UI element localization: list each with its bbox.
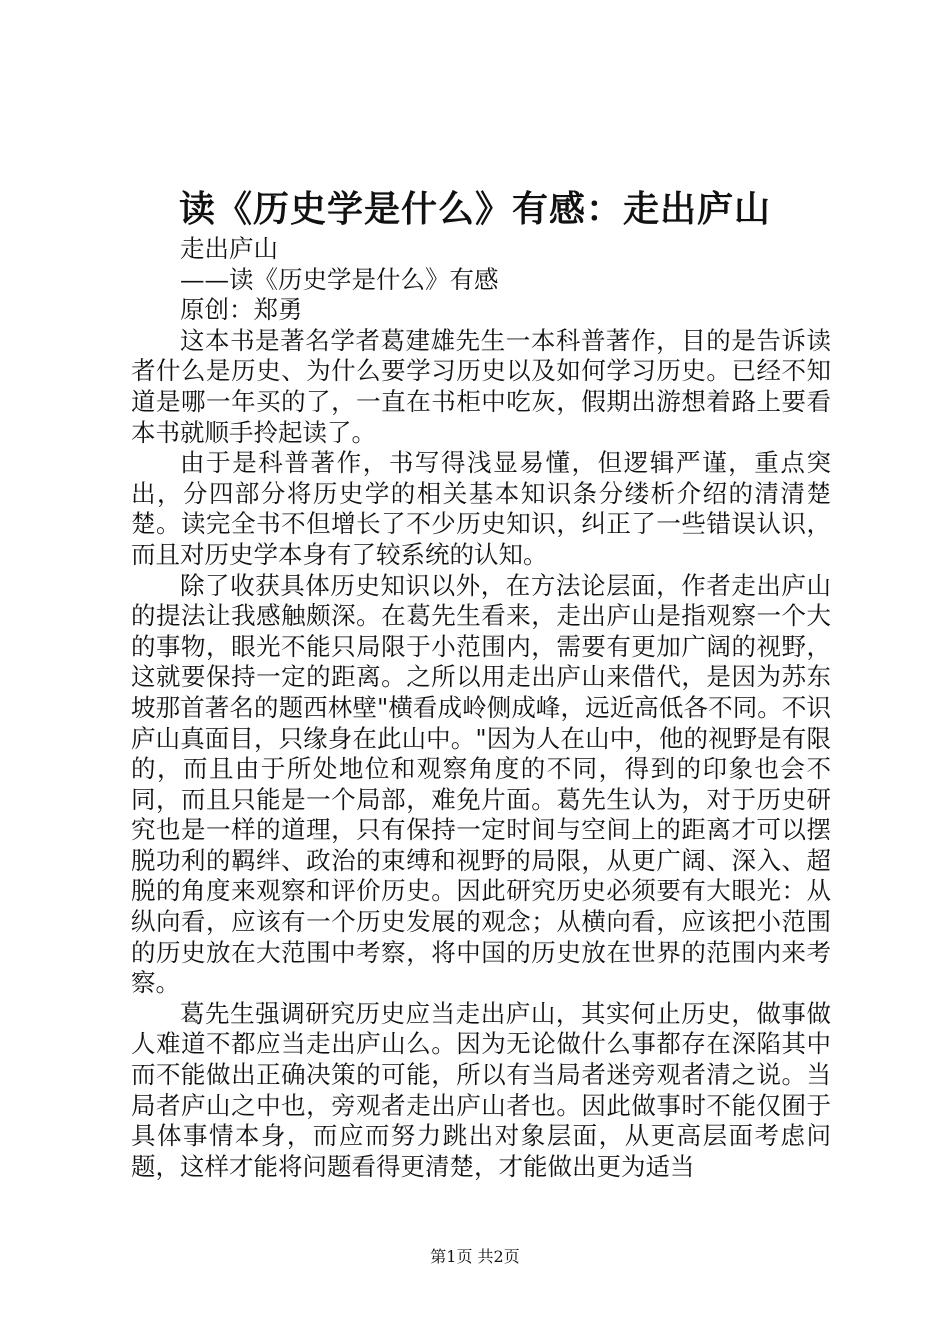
author-line: 原创：郑勇 xyxy=(180,295,303,325)
document-title: 读《历史学是什么》有感：走出庐山 xyxy=(178,188,771,230)
paragraph: 由于是科普著作，书写得浅显易懂，但逻辑严谨，重点突出，分四部分将历史学的相关基本知识条分缕析介绍的清清楚楚。读完全书不但增长了不少历史知识，纠正了一些错误认识，而且对历史学本身有了较系统的认知。 xyxy=(131,448,831,569)
document-body xyxy=(131,234,831,1182)
paragraph: 这本书是著名学者葛建雄先生一本科普著作，目的是告诉读者什么是历史、为什么要学习历史以及如何学习历史。已经不知道是哪一年买的了，一直在书柜中吃灰，假期出游想着路上要看本书就顺手拎起读了。 xyxy=(131,325,831,447)
page-number: 第1页 共2页 xyxy=(430,1247,520,1266)
paragraph: 除了收获具体历史知识以外，在方法论层面，作者走出庐山的提法让我感触颇深。在葛先生看来，走出庐山是指观察一个大的事物，眼光不能只局限于小范围内，需要有更加广阔的视野，这就要保持一定的距离。之所以用走出庐山来借代，是因为苏东坡那首著名的题西林壁"横看成岭侧成峰，远近高低各不同。不识庐山真面目，只缘身在此山中。"因为人在山中，他的视野是有限的，而且由于所处地位和观察角度的不同，得到的印象也会不同，而且只能是一个局部，难免片面。葛先生认为，对于历史研究也是一样的道理，只有保持一定时间与空间上的距离才可以摆脱功利的羁绊、政治的束缚和视野的局限，从更广阔、深入、超脱的角度来观察和评价历史。因此研究历史必须要有大眼光：从纵向看，应该有一个历史发展的观念；从横向看，应该把小范围的历史放在大范围中考察，将中国的历史放在世界的范围内来考察。 xyxy=(131,570,831,998)
subtitle: 走出庐山 xyxy=(180,234,278,263)
subtitle-secondary: ——读《历史学是什么》有感 xyxy=(180,264,499,294)
paragraph: 葛先生强调研究历史应当走出庐山，其实何止历史，做事做人难道不都应当走出庐山么。因为无论做什么事都存在深陷其中而不能做出正确决策的可能，所以有当局者迷旁观者清之说。当局者庐山之中也，旁观者走出庐山者也。因此做事时不能仅囿于具体事情本身，而应而努力跳出对象层面，从更高层面考虑问题，这样才能将问题看得更清楚，才能做出更为适当 xyxy=(131,998,831,1181)
